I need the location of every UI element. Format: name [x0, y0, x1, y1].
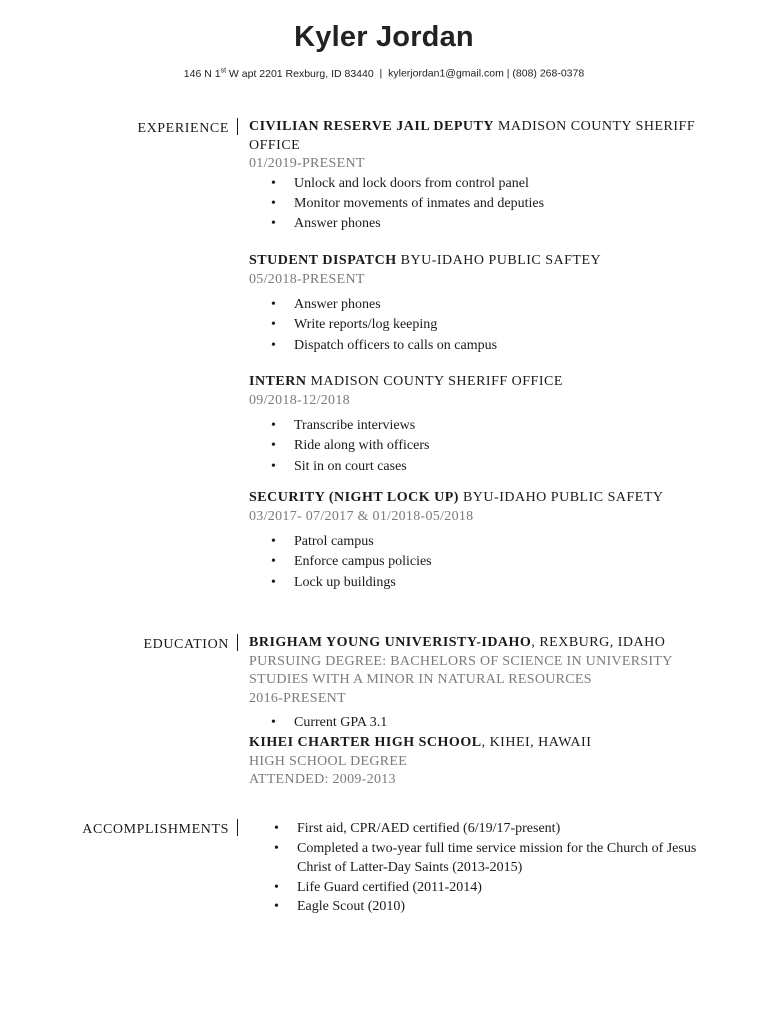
job-entry: [249, 252, 709, 356]
education-heading: EDUCATION: [143, 634, 238, 653]
job-bullets: [249, 416, 709, 477]
job-title: SECURITY (NIGHT LOCK UP) BYU-IDAHO PUBLIC SAFETY: [249, 490, 664, 505]
list-item: • First aid, CPR/AED certified (6/19/17-present): [249, 819, 699, 839]
list-item: • Transcribe interviews: [249, 416, 709, 436]
job-bullets: [249, 295, 709, 356]
job-bullets: [249, 174, 709, 235]
job-title: CIVILIAN RESERVE JAIL DEPUTY MADISON COUNTY SHERIFF OFFICE: [249, 119, 696, 153]
job-dates: 09/2018-12/2018: [249, 392, 350, 408]
accomplishments-list: [249, 819, 699, 917]
list-item: • Ride along with officers: [249, 436, 709, 456]
job-entry: [249, 489, 709, 593]
school-name: BRIGHAM YOUNG UNIVERISTY-IDAHO, REXBURG, IDAHO: [249, 635, 666, 650]
list-item: • Life Guard certified (2011-2014): [249, 878, 699, 898]
job-title: STUDENT DISPATCH BYU-IDAHO PUBLIC SAFTEY: [249, 253, 602, 268]
list-item: • Answer phones: [249, 295, 709, 315]
degree-text: STUDIES WITH A MINOR IN NATURAL RESOURCES: [249, 672, 592, 687]
school-dates: ATTENDED: 2009-2013: [249, 772, 396, 787]
job-dates: 01/2019-PRESENT: [249, 156, 365, 171]
list-item: • Patrol campus: [249, 532, 709, 552]
email-text: kylerjordan1@gmail.com: [388, 67, 504, 80]
job-dates: 03/2017- 07/2017 & 01/2018-05/2018: [249, 508, 474, 524]
school-dates: 2016-PRESENT: [249, 690, 346, 706]
separator: |: [379, 67, 383, 80]
list-item: • Write reports/log keeping: [249, 315, 709, 335]
list-item: • Answer phones: [249, 214, 709, 234]
resume-name: Kyler Jordan: [294, 21, 474, 53]
school-name: KIHEI CHARTER HIGH SCHOOL, KIHEI, HAWAII: [249, 735, 592, 750]
school-bullets: [249, 713, 709, 733]
list-item: • Completed a two-year full time service mission for the Church of Jesus Christ of Latter-Day Saints (2013-2015): [249, 839, 699, 878]
heading-divider: [237, 118, 238, 135]
accomplishments-bullets: [249, 819, 699, 917]
job-dates: 05/2018-PRESENT: [249, 271, 365, 287]
phone-text: (808) 268-0378: [512, 67, 585, 80]
job-bullets: [249, 532, 709, 593]
separator: |: [506, 67, 510, 80]
contact-line: [0, 67, 768, 80]
list-item: • Unlock and lock doors from control panel: [249, 174, 709, 194]
heading-divider: [237, 819, 238, 836]
experience-heading: EXPERIENCE: [137, 118, 238, 137]
education-entry: [249, 634, 709, 733]
degree-text: HIGH SCHOOL DEGREE: [249, 753, 408, 769]
list-item: • Current GPA 3.1: [249, 713, 709, 733]
list-item: • Sit in on court cases: [249, 457, 709, 477]
list-item: • Lock up buildings: [249, 573, 709, 593]
list-item: • Eagle Scout (2010): [249, 897, 699, 917]
list-item: • Dispatch officers to calls on campus: [249, 336, 709, 356]
heading-divider: [237, 634, 238, 651]
job-title: INTERN MADISON COUNTY SHERIFF OFFICE: [249, 374, 563, 389]
education-entry: [249, 734, 709, 790]
list-item: • Monitor movements of inmates and deputies: [249, 194, 709, 214]
degree-text: PURSUING DEGREE: BACHELORS OF SCIENCE IN UNIVERSITY: [249, 653, 673, 669]
job-entry: [249, 118, 709, 234]
list-item: • Enforce campus policies: [249, 552, 709, 572]
job-entry: [249, 373, 709, 477]
accomplishments-heading: ACCOMPLISHMENTS: [82, 819, 238, 838]
address-text: 146 N 1st W apt 2201 Rexburg, ID 83440: [183, 67, 374, 80]
